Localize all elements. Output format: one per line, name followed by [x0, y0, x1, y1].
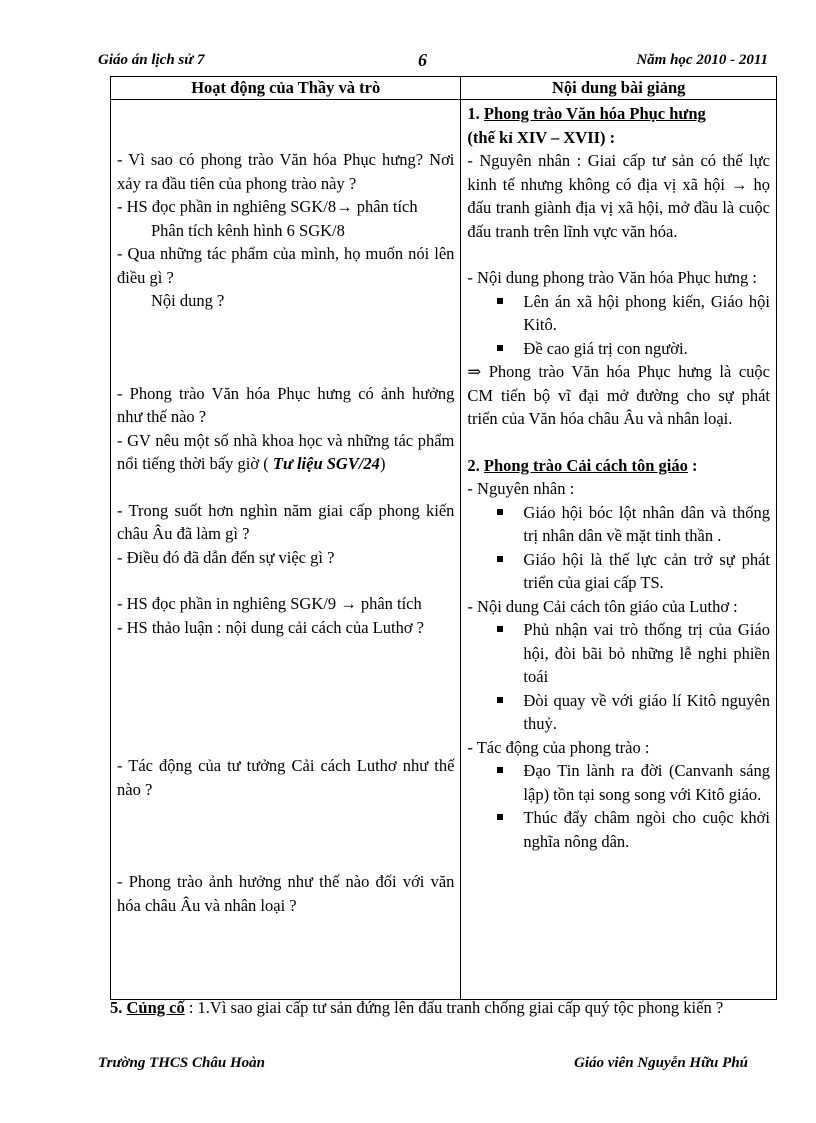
section-2-impact-list: [467, 759, 770, 853]
list-item: Phủ nhận vai trò thống trị của Giáo hội, đòi bãi bỏ những lễ nghi phiền toái: [467, 618, 770, 689]
section-1-period: (thế kỉ XIV – XVII) :: [467, 127, 616, 147]
section-2-heading: [467, 454, 770, 478]
footer-school: Trường THCS Châu Hoàn: [98, 1055, 265, 1071]
question-1: - Vì sao có phong trào Văn hóa Phục hưng? Nơi xảy ra đầu tiên của phong trào này ?: [117, 150, 455, 193]
review-number: 5.: [110, 998, 127, 1017]
question-5: Nội dung ?: [151, 291, 225, 310]
content-cell: [461, 100, 777, 1000]
list-item: Đòi quay về với giáo lí Kitô nguyên thuỷ.: [467, 689, 770, 736]
section-1-title: Phong trào Văn hóa Phục hưng: [483, 104, 706, 123]
question-7-reference: Tư liệu SGV/24: [272, 454, 380, 473]
section-1-heading: [467, 102, 770, 126]
section-1-content-list: [467, 290, 770, 361]
section-2-content: - Nội dung Cải cách tôn giáo của Luthơ :: [467, 596, 738, 616]
section-2-colon: :: [687, 455, 698, 475]
list-item: Giáo hội bóc lột nhân dân và thống trị nhân dân về mặt tinh thần .: [467, 501, 770, 548]
question-7-text: - GV nêu một số nhà khoa học và những tác phẩm nổi tiếng thời bấy giờ (: [117, 430, 455, 473]
page-number: 6: [418, 50, 427, 70]
question-3: Phân tích kênh hình 6 SGK/8: [151, 220, 345, 240]
question-11: - HS thảo luận : nội dung cải cách của Luthơ ?: [117, 617, 425, 637]
list-item: Đề cao giá trị con người.: [467, 337, 770, 361]
table-header-row: [111, 77, 777, 100]
list-item: Lên án xã hội phong kiến, Giáo hội Kitô.: [467, 290, 770, 337]
section-1-number: 1.: [467, 104, 484, 123]
review-section: [110, 996, 777, 1019]
question-2: - HS đọc phần in nghiêng SGK/8→ phân tích: [117, 197, 418, 216]
question-13: - Phong trào ảnh hưởng như thế nào đối với văn hóa châu Âu và nhân loại ?: [117, 872, 455, 915]
question-7-close: ): [379, 454, 386, 473]
footer-teacher: Giáo viên Nguyễn Hữu Phú: [574, 1055, 749, 1071]
table-row: [111, 100, 777, 1000]
subject-label: Giáo án lịch sử 7: [98, 52, 205, 68]
section-2-cause: - Nguyên nhân :: [467, 479, 575, 498]
list-item: Thúc đẩy châm ngòi cho cuộc khởi nghĩa nông dân.: [467, 806, 770, 853]
lesson-table: [110, 76, 777, 1000]
review-text: : 1.Vì sao giai cấp tư sản đứng lên đấu tranh chống giai cấp quý tộc phong kiến ?: [184, 998, 724, 1017]
list-item: Đạo Tin lành ra đời (Canvanh sáng lập) tồn tại song song với Kitô giáo.: [467, 759, 770, 806]
list-item: Giáo hội là thế lực cản trở sự phát triển của giai cấp TS.: [467, 548, 770, 595]
question-9: - Điều đó đã dẫn đến sự việc gì ?: [117, 547, 335, 567]
column-header-activities: Hoạt động của Thầy và trò: [111, 77, 461, 100]
review-label: Củng cố: [126, 998, 185, 1017]
section-2-number: 2.: [467, 455, 484, 475]
question-10: - HS đọc phần in nghiêng SGK/9 → phân tích: [117, 594, 422, 613]
section-2-cause-list: [467, 501, 770, 595]
section-2-content-list: [467, 618, 770, 736]
question-8: - Trong suốt hơn nghìn năm giai cấp phong kiến châu Âu đã làm gì ?: [117, 500, 455, 543]
question-4: - Qua những tác phẩm của mình, họ muốn nói lên điều gì ?: [117, 244, 455, 287]
section-1-content: - Nội dung phong trào Văn hóa Phục hưng :: [467, 268, 757, 287]
section-1-conclusion: ⇒ Phong trào Văn hóa Phục hưng là cuộc CM tiến bộ vĩ đại mở đường cho sự phát triển của Văn hóa châu Âu và nhân loại.: [467, 362, 770, 428]
question-6: - Phong trào Văn hóa Phục hưng có ảnh hưởng như thế nào ?: [117, 383, 455, 426]
section-1-cause: - Nguyên nhân : Giai cấp tư sản có thế lực kinh tế nhưng không có địa vị xã hội → họ đấu tranh giành địa vị xã hội, mở đầu là cuộc đấu tranh trên lĩnh vực văn hóa.: [467, 151, 770, 241]
question-7: [117, 429, 454, 476]
section-2-title: Phong trào Cải cách tôn giáo: [483, 455, 688, 475]
question-12: - Tác động của tư tưởng Cải cách Luthơ như thế nào ?: [117, 756, 455, 799]
page-header: [98, 50, 768, 72]
column-header-content: Nội dung bài giảng: [461, 77, 777, 100]
school-year-label: Năm học 2010 - 2011: [636, 52, 768, 68]
activities-cell: [111, 100, 461, 1000]
section-2-impact: - Tác động của phong trào :: [467, 737, 650, 757]
